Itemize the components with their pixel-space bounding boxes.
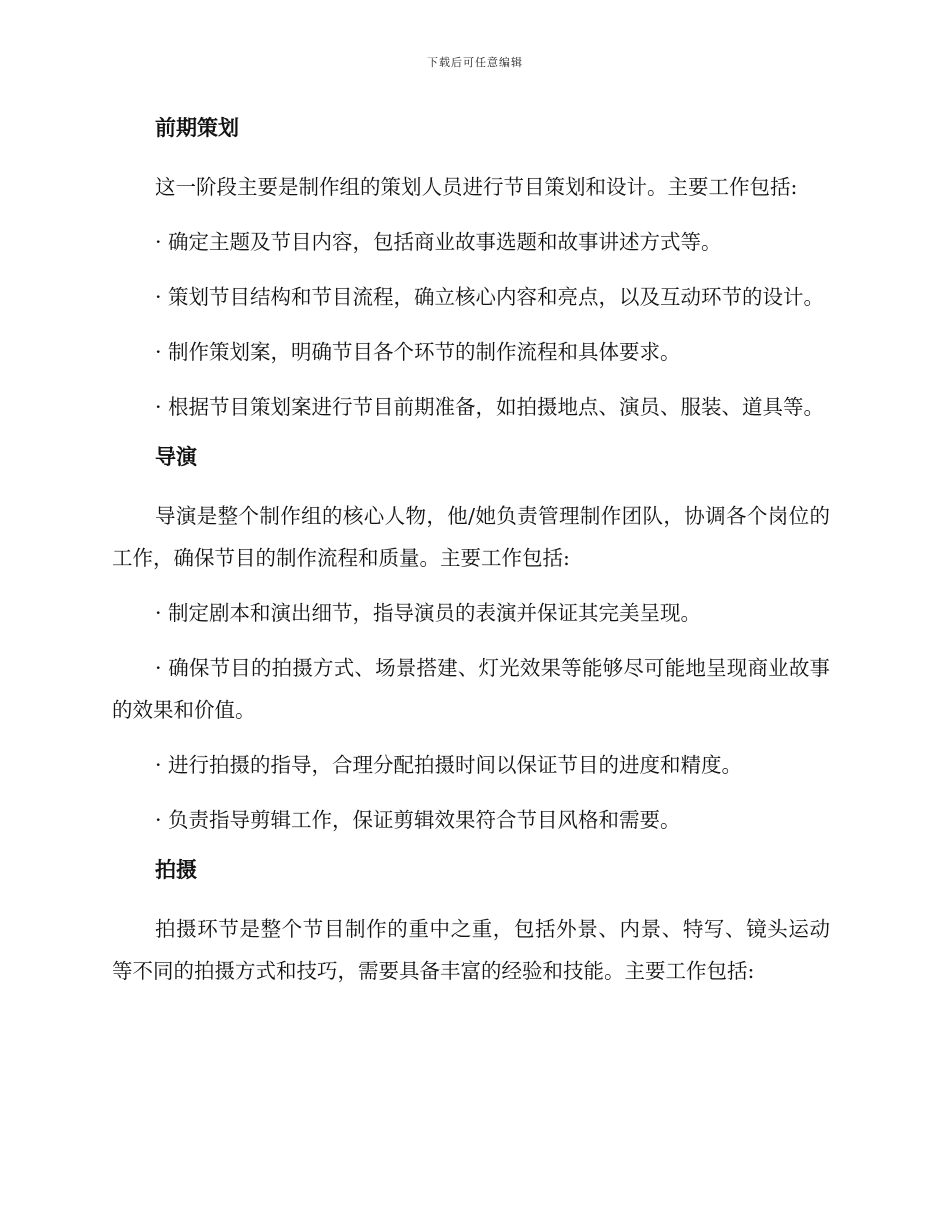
paragraph: 导演是整个制作组的核心人物，他/她负责管理制作团队，协调各个岗位的工作，确保节目的制作流程和质量。主要工作包括:: [112, 504, 830, 570]
bullet-item: · 确保节目的拍摄方式、场景搭建、灯光效果等能够尽可能地呈现商业故事的效果和价值。: [112, 656, 830, 722]
section-heading: 导演: [155, 445, 197, 469]
paragraph: 拍摄环节是整个节目制作的重中之重，包括外景、内景、特写、镜头运动等不同的拍摄方式和技巧，需要具备丰富的经验和技能。主要工作包括:: [112, 917, 830, 983]
section-planning: [112, 112, 830, 428]
section-heading: 前期策划: [155, 116, 239, 140]
bullet-item: · 负责指导剪辑工作，保证剪辑效果符合节目风格和需要。: [155, 808, 681, 832]
section-heading: 拍摄: [155, 858, 197, 882]
bullet-item: · 制作策划案，明确节目各个环节的制作流程和具体要求。: [155, 340, 681, 364]
section-filming: [112, 854, 830, 992]
bullet-item: · 确定主题及节目内容，包括商业故事选题和故事讲述方式等。: [155, 230, 722, 254]
bullet-item: · 进行拍摄的指导，合理分配拍摄时间以保证节目的进度和精度。: [155, 753, 743, 777]
bullet-item: · 制定剧本和演出细节，指导演员的表演并保证其完美呈现。: [155, 601, 702, 625]
bullet-item: · 根据节目策划案进行节目前期准备，如拍摄地点、演员、服装、道具等。: [155, 395, 825, 419]
section-director: [112, 441, 830, 841]
bullet-item: · 策划节目结构和节目流程，确立核心内容和亮点，以及互动环节的设计。: [155, 285, 825, 309]
document-body: [112, 112, 830, 1005]
page-header-note: 下载后可任意编辑: [427, 56, 523, 69]
paragraph: 这一阶段主要是制作组的策划人员进行节目策划和设计。主要工作包括:: [155, 175, 798, 199]
